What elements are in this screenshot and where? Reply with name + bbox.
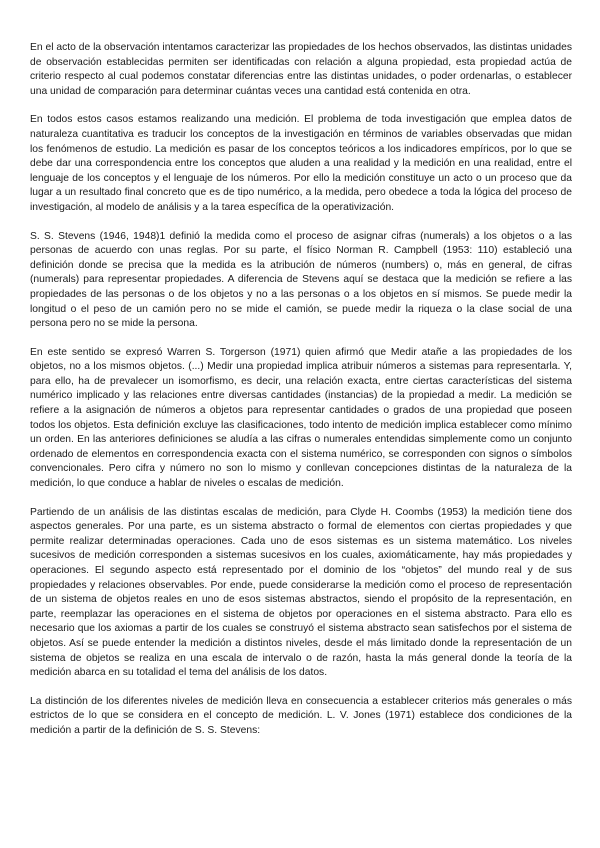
document-page <box>30 41 572 753</box>
paragraph-torgerson: En este sentido se expresó Warren S. Torgerson (1971) quien afirmó que Medir atañe a las propiedades de los objetos, no a los mismos objetos. (...) Medir una propiedad implica atribuir números a sistemas para representarla. Y, para ello, ha de prevalecer un isomorfismo, es decir, una relación exacta, entre ciertas características del sistema numérico implicado y las relaciones entre diversas cantidades (instancias) de la propiedad a medir. La medición se refiere a la asignación de números a objetos para representar cantidades o grados de una propiedad que poseen todos los objetos. Esta definición excluye las clasificaciones, todo intento de medición implica establecer como mínimo un orden. En las anteriores definiciones se aludía a las cifras o numerales entendidas simplemente como un conjunto ordenado de elementos en correspondencia exacta con el sistema numérico, se corresponden con signos o símbolos convencionales. Pero cifra y número no son lo mismo y conllevan concepciones distintas de la naturaleza de la medición, lo que conduce a hablar de niveles o escalas de medición. <box>30 346 572 490</box>
paragraph-observacion: En el acto de la observación intentamos caracterizar las propiedades de los hechos observados, las distintas unidades de observación establecidas permiten ser identificadas con relación a alguna propiedad, esta propiedad actúa de criterio respecto al cual podemos constatar diferencias entre las distintas unidades, o poder ordenarlas, o establecer una unidad de comparación para determinar cuántas veces una cantidad está contenida en otra. <box>30 42 572 97</box>
paragraph-jones: La distinción de los diferentes niveles de medición lleva en consecuencia a establecer criterios más generales o más estrictos de lo que se considera en el concepto de medición. L. V. Jones (1971) establece dos condiciones de la medición a partir de la definición de S. S. Stevens: <box>30 695 572 736</box>
paragraph-stevens-campbell: S. S. Stevens (1946, 1948)1 definió la medida como el proceso de asignar cifras (numerals) a los objetos o a las personas de acuerdo con unas reglas. Por su parte, el físico Norman R. Campbell (1953: 110) estableció una definición donde se precisa que la medida es la atribución de números (numbers) o, más en general, de cifras (numerals) para representar propiedades. A diferencia de Stevens aquí se destaca que la medición se refiere a las propiedades de las personas o de los objetos y no a las personas o a los objetos en sí mismos. Se puede medir la longitud o el peso de un camión pero no se mide el camión, se puede medir la riqueza o la clase social de una persona pero no se mide la persona. <box>30 230 572 330</box>
paragraph-medicion: En todos estos casos estamos realizando una medición. El problema de toda investigación que emplea datos de naturaleza cuantitativa es traducir los conceptos de la investigación en términos de variables observadas que midan los fenómenos de estudio. La medición es pasar de los conceptos teóricos a los indicadores empíricos, por lo que se debe dar una correspondencia entre los conceptos que aluden a una realidad y la medición en una realidad, entre el lenguaje de los conceptos y el lenguaje de los números. Por ello la medición constituye un acto o un proceso que da lugar a un resultado final concreto que es de tipo numérico, a la medida, pero obedece a toda la lógica del proceso de investigación, al modelo de análisis y a la tarea específica de la operativización. <box>30 114 572 213</box>
paragraph-coombs: Partiendo de un análisis de las distintas escalas de medición, para Clyde H. Coombs (1953) la medición tiene dos aspectos generales. Por una parte, es un sistema abstracto o formal de elementos con ciertas propiedades y que permite realizar determinadas operaciones. Cada uno de esos sistemas es un sistema matemático. Los niveles sucesivos de medición corresponden a sistemas sucesivos en los cuales, axiomáticamente, hay más propiedades y operaciones. El segundo aspecto está representado por el dominio de los “objetos” del mundo real y de sus propiedades y relaciones observables. Por ende, puede considerarse la medición como el proceso de representación de un sistema de objetos reales en uno de esos sistemas abstractos, siendo el propósito de la representación, en parte, reemplazar las operaciones en el sistema de objetos por operaciones en el sistema abstracto. Para ello es necesario que los axiomas a partir de los cuales se construyó el sistema abstracto sean satisfechos por el sistema de objetos. Así se puede entender la medición a distintos niveles, desde el más limitado donde la representación de un sistema de objetos se realiza en una escala de intervalo o de razón, hasta la más general donde la teoría de la medición abarca en su totalidad el tema del análisis de los datos. <box>30 506 572 679</box>
